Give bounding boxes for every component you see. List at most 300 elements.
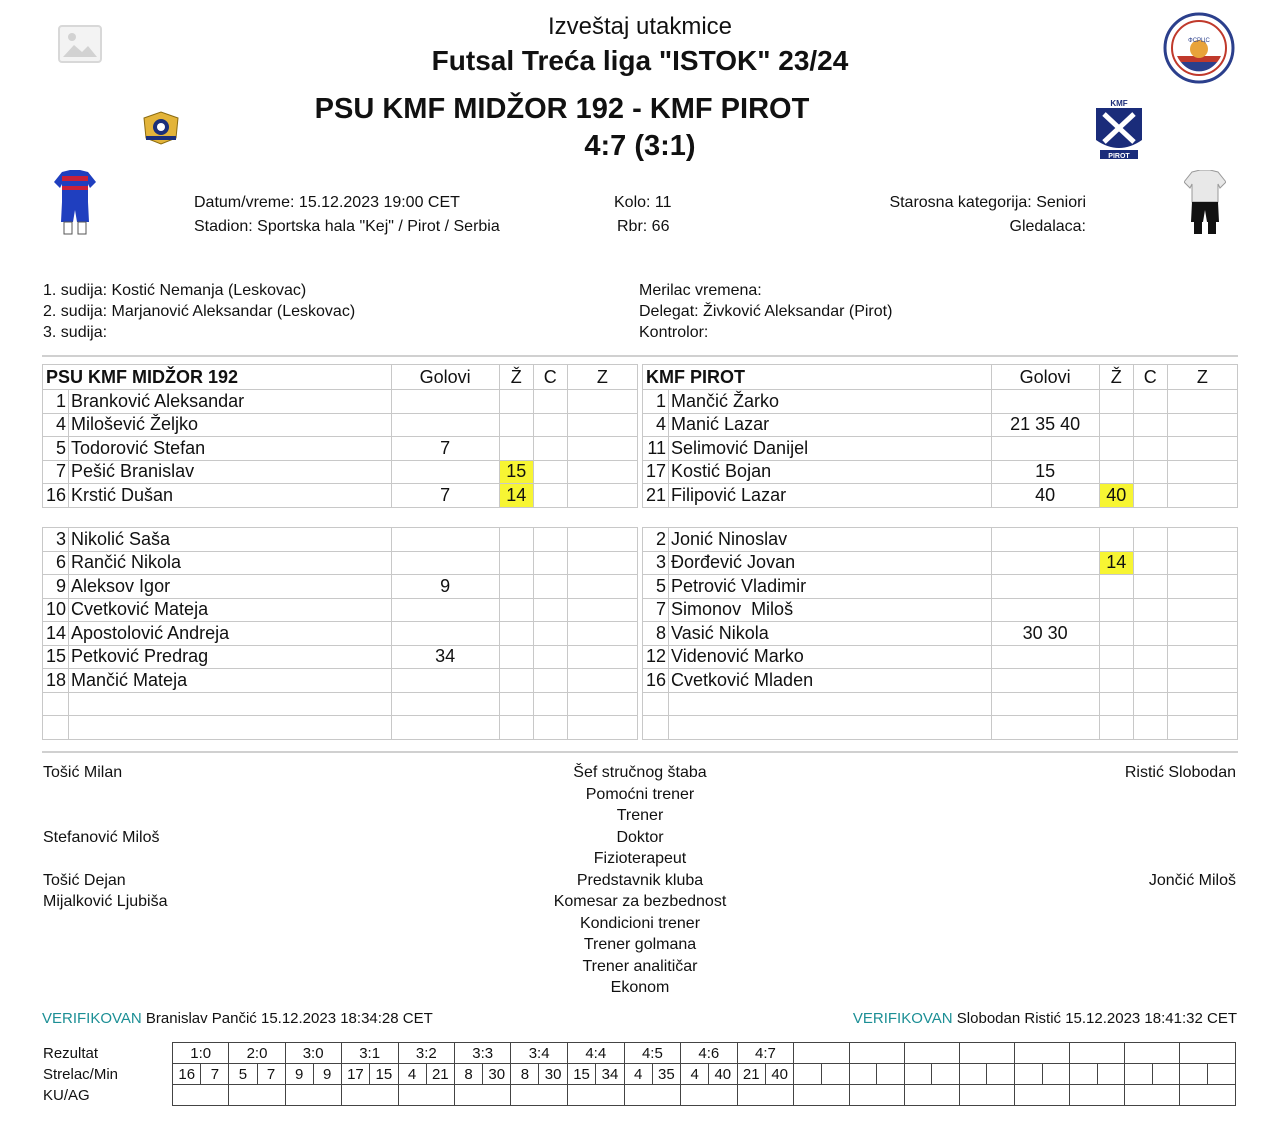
player-red [533, 460, 567, 484]
staff-role: Predstavnik kluba [576, 871, 704, 889]
table-row [643, 716, 1238, 740]
referee-1: 1. sudija: Kostić Nemanja (Leskovac) [43, 282, 307, 299]
staff-role: Doktor [616, 828, 664, 846]
player-red [533, 484, 567, 508]
staff-entry: Tošić Dejan [43, 871, 126, 889]
scorer-cell [1125, 1064, 1153, 1085]
player-sub [567, 390, 637, 414]
player-goals [991, 390, 1099, 414]
player-number: 7 [643, 598, 669, 622]
staff-entry [936, 784, 1236, 806]
scorer-cell: 16 [173, 1064, 201, 1085]
player-number [643, 692, 669, 716]
result-cell [1070, 1043, 1125, 1064]
match-rbr: Rbr: 66 [617, 218, 670, 235]
player-name: Videnović Marko [669, 645, 992, 669]
scorer-cell: 34 [596, 1064, 624, 1085]
player-goals [991, 692, 1099, 716]
staff-entry [43, 784, 343, 806]
result-cell [794, 1043, 849, 1064]
player-sub [567, 551, 637, 575]
staff-entry [43, 805, 343, 827]
player-sub [1167, 575, 1237, 599]
player-name [669, 716, 992, 740]
player-sub [567, 413, 637, 437]
ku-ag-cell [285, 1085, 341, 1106]
player-name: Pešić Branislav [69, 460, 392, 484]
player-goals: 30 30 [991, 622, 1099, 646]
player-yellow [1099, 460, 1133, 484]
ku-ag-cell [904, 1085, 959, 1106]
player-yellow [1099, 528, 1133, 552]
player-goals: 15 [991, 460, 1099, 484]
player-sub [1167, 484, 1237, 508]
controller: Kontrolor: [639, 324, 709, 341]
player-goals [391, 528, 499, 552]
player-number: 1 [43, 390, 69, 414]
table-row [43, 484, 638, 508]
player-name: Petković Predrag [69, 645, 392, 669]
table-row [643, 622, 1238, 646]
player-yellow: 14 [499, 484, 533, 508]
player-sub [567, 645, 637, 669]
player-name: Todorović Stefan [69, 437, 392, 461]
player-name: Rančić Nikola [69, 551, 392, 575]
table-row [43, 669, 638, 693]
player-name: Filipović Lazar [669, 484, 992, 508]
player-yellow: 40 [1099, 484, 1133, 508]
player-goals: 9 [391, 575, 499, 599]
player-number [43, 692, 69, 716]
player-number: 21 [643, 484, 669, 508]
table-row [43, 437, 638, 461]
staff-entry [936, 805, 1236, 827]
scorer-cell: 15 [567, 1064, 595, 1085]
player-sub [1167, 551, 1237, 575]
player-red [1133, 669, 1167, 693]
summary-labels [43, 1043, 118, 1106]
table-row [643, 575, 1238, 599]
table-row [43, 692, 638, 716]
age-category: Starosna kategorija: Seniori [889, 194, 1086, 211]
player-yellow [499, 645, 533, 669]
scorer-cell: 17 [341, 1064, 369, 1085]
staff-entry: Ristić Slobodan [1124, 764, 1236, 781]
player-name: Kostić Bojan [669, 460, 992, 484]
scorer-cell [1042, 1064, 1070, 1085]
sub-header: Z [1167, 365, 1237, 390]
table-row [43, 528, 638, 552]
home-club-logo [140, 110, 182, 146]
referee-3: 3. sudija: [43, 324, 108, 341]
table-row [643, 437, 1238, 461]
player-red [533, 692, 567, 716]
player-number [643, 716, 669, 740]
staff-entry: Mijalković Ljubiša [43, 893, 168, 910]
player-yellow [1099, 645, 1133, 669]
image-placeholder-icon [58, 25, 102, 63]
table-row [43, 390, 638, 414]
player-number [43, 716, 69, 740]
player-red [533, 716, 567, 740]
scorer-cell: 30 [483, 1064, 511, 1085]
player-red [1133, 575, 1167, 599]
result-cell: 2:0 [229, 1043, 285, 1064]
player-red [1133, 437, 1167, 461]
staff-role: Kondicioni trener [579, 914, 701, 932]
player-goals [991, 575, 1099, 599]
goals-header: Golovi [991, 365, 1099, 390]
player-red [533, 528, 567, 552]
staff-role: Trener analitičar [582, 957, 698, 975]
match-round: Kolo: 11 [614, 194, 672, 211]
player-goals [391, 413, 499, 437]
player-number: 3 [43, 528, 69, 552]
player-name [69, 692, 392, 716]
scorer-cell: 21 [737, 1064, 765, 1085]
player-goals [991, 716, 1099, 740]
player-name: Branković Aleksandar [69, 390, 392, 414]
table-row [643, 528, 1238, 552]
player-goals: 40 [991, 484, 1099, 508]
table-row [43, 622, 638, 646]
player-name: Krstić Dušan [69, 484, 392, 508]
scorer-cell [987, 1064, 1015, 1085]
table-row [643, 460, 1238, 484]
table-row [43, 645, 638, 669]
ku-ag-cell [341, 1085, 398, 1106]
player-sub [567, 528, 637, 552]
player-number: 5 [43, 437, 69, 461]
player-sub [1167, 528, 1237, 552]
player-sub [567, 669, 637, 693]
away-club-logo [1090, 98, 1148, 162]
player-sub [567, 484, 637, 508]
table-row [643, 484, 1238, 508]
player-red [1133, 460, 1167, 484]
yellow-header: Ž [499, 365, 533, 390]
player-number: 14 [43, 622, 69, 646]
match-stadium: Stadion: Sportska hala "Kej" / Pirot / Serbia [194, 218, 500, 235]
referee-2: 2. sudija: Marjanović Aleksandar (Leskovac) [43, 303, 356, 320]
player-red [1133, 645, 1167, 669]
scorer-cell: 7 [201, 1064, 229, 1085]
table-row [643, 390, 1238, 414]
table-row [43, 413, 638, 437]
staff-role: Trener [616, 807, 664, 824]
home-team-name: PSU KMF MIDŽOR 192 [43, 365, 392, 390]
staff-entry [936, 848, 1236, 870]
ku-ag-cell [1070, 1085, 1125, 1106]
player-goals [991, 645, 1099, 669]
scorer-cell: 9 [313, 1064, 341, 1085]
result-cell: 4:5 [624, 1043, 680, 1064]
player-goals [991, 437, 1099, 461]
player-number: 2 [643, 528, 669, 552]
result-cell [1180, 1043, 1236, 1064]
result-cell: 4:6 [681, 1043, 737, 1064]
scorer-cell [904, 1064, 932, 1085]
player-goals [991, 528, 1099, 552]
table-row [43, 598, 638, 622]
table-row [643, 413, 1238, 437]
ku-ag-cell [624, 1085, 680, 1106]
player-yellow [499, 437, 533, 461]
player-sub [1167, 598, 1237, 622]
goals-header: Golovi [391, 365, 499, 390]
staff-entry [43, 848, 343, 870]
player-number: 10 [43, 598, 69, 622]
player-number: 17 [643, 460, 669, 484]
player-number: 16 [43, 484, 69, 508]
timekeeper: Merilac vremena: [639, 282, 762, 299]
player-sub [567, 598, 637, 622]
player-red [533, 413, 567, 437]
result-cell: 4:7 [737, 1043, 794, 1064]
player-sub [567, 716, 637, 740]
table-row [43, 575, 638, 599]
player-name: Selimović Danijel [669, 437, 992, 461]
table-row [643, 692, 1238, 716]
staff-role: Komesar za bezbednost [553, 893, 727, 910]
player-name: Milošević Željko [69, 413, 392, 437]
scorer-cell [821, 1064, 849, 1085]
player-goals [391, 390, 499, 414]
ku-ag-cell [681, 1085, 737, 1106]
scorer-row [173, 1064, 1236, 1085]
ku-ag-cell [1125, 1085, 1180, 1106]
result-cell: 3:2 [398, 1043, 454, 1064]
ku-ag-cell [511, 1085, 567, 1106]
player-red [533, 598, 567, 622]
player-number: 6 [43, 551, 69, 575]
player-sub [1167, 622, 1237, 646]
other-officials [639, 280, 892, 343]
player-yellow [1099, 622, 1133, 646]
player-red [1133, 692, 1167, 716]
verified-text: Slobodan Ristić 15.12.2023 18:41:32 CET [956, 1010, 1237, 1027]
player-sub [567, 460, 637, 484]
referees [43, 280, 355, 343]
player-goals [391, 551, 499, 575]
result-cell [904, 1043, 959, 1064]
staff-role: Trener golmana [583, 936, 697, 953]
federation-logo [1163, 12, 1235, 84]
scorer-cell: 8 [455, 1064, 483, 1085]
player-name: Đorđević Jovan [669, 551, 992, 575]
scorer-cell: 4 [624, 1064, 652, 1085]
match-score: 4:7 (3:1) [584, 130, 696, 162]
scorer-cell: 4 [398, 1064, 426, 1085]
result-cell: 3:3 [455, 1043, 511, 1064]
player-name: Cvetković Mateja [69, 598, 392, 622]
player-number: 8 [643, 622, 669, 646]
league-title: Futsal Treća liga "ISTOK" 23/24 [431, 45, 849, 76]
player-number: 4 [643, 413, 669, 437]
scorer-cell: 7 [257, 1064, 285, 1085]
player-red [1133, 390, 1167, 414]
player-yellow [1099, 390, 1133, 414]
scorer-cell [932, 1064, 960, 1085]
sub-header: Z [567, 365, 637, 390]
player-sub [567, 575, 637, 599]
svg-text:ФСРЦС: ФСРЦС [1188, 38, 1210, 44]
player-sub [567, 622, 637, 646]
table-row [643, 645, 1238, 669]
player-red [533, 575, 567, 599]
home-verification [42, 1010, 433, 1027]
result-cell [1125, 1043, 1180, 1064]
player-yellow [499, 622, 533, 646]
yellow-header: Ž [1099, 365, 1133, 390]
player-sub [567, 437, 637, 461]
match-info-left [194, 191, 500, 239]
ku-ag-row [173, 1085, 1236, 1106]
scorer-cell: 9 [285, 1064, 313, 1085]
staff-entry: Tošić Milan [43, 764, 123, 781]
player-yellow [1099, 575, 1133, 599]
attendance: Gledalaca: [1009, 218, 1086, 235]
player-name: Vasić Nikola [669, 622, 992, 646]
player-name [69, 716, 392, 740]
player-sub [1167, 716, 1237, 740]
ku-ag-cell [398, 1085, 454, 1106]
verified-label: VERIFIKOVAN [42, 1010, 142, 1027]
scorer-cell [1152, 1064, 1180, 1085]
player-number: 18 [43, 669, 69, 693]
player-yellow [1099, 598, 1133, 622]
player-yellow [1099, 716, 1133, 740]
player-goals [391, 460, 499, 484]
staff-role: Ekonom [610, 979, 670, 996]
away-verification [850, 1010, 1237, 1027]
table-row [43, 716, 638, 740]
report-title: Izveštaj utakmice [547, 13, 733, 40]
scorer-cell: 40 [765, 1064, 793, 1085]
player-sub [1167, 413, 1237, 437]
scorer-cell: 8 [511, 1064, 539, 1085]
table-row [643, 551, 1238, 575]
player-red [1133, 484, 1167, 508]
home-staff [43, 762, 343, 913]
table-header [643, 365, 1238, 390]
match-info-right [836, 191, 1086, 239]
scorer-cell: 15 [370, 1064, 398, 1085]
player-yellow [1099, 669, 1133, 693]
player-red [533, 669, 567, 693]
player-name: Aleksov Igor [69, 575, 392, 599]
table-header [43, 365, 638, 390]
player-sub [1167, 645, 1237, 669]
away-team-name: KMF PIROT [643, 365, 992, 390]
player-number: 4 [43, 413, 69, 437]
player-sub [1167, 669, 1237, 693]
player-yellow [499, 692, 533, 716]
match-datetime: Datum/vreme: 15.12.2023 19:00 CET [194, 194, 460, 211]
result-cell: 3:1 [341, 1043, 398, 1064]
player-number: 1 [643, 390, 669, 414]
result-cell: 3:0 [285, 1043, 341, 1064]
player-red [1133, 551, 1167, 575]
ku-ag-label: KU/AG [43, 1087, 90, 1104]
staff-entry [936, 827, 1236, 849]
scorer-cell [1070, 1064, 1098, 1085]
player-red [533, 551, 567, 575]
player-number: 5 [643, 575, 669, 599]
player-red [533, 645, 567, 669]
result-label: Rezultat [43, 1045, 99, 1062]
player-number: 9 [43, 575, 69, 599]
scorer-cell: 4 [681, 1064, 709, 1085]
player-goals [991, 551, 1099, 575]
scorer-cell: 35 [652, 1064, 680, 1085]
scorer-cell [1208, 1064, 1236, 1085]
player-goals [391, 598, 499, 622]
result-cell [1015, 1043, 1070, 1064]
scorer-cell [849, 1064, 877, 1085]
player-goals [991, 669, 1099, 693]
divider [42, 355, 1238, 357]
scorer-cell [1015, 1064, 1043, 1085]
ku-ag-cell [794, 1085, 849, 1106]
scorer-label: Strelac/Min [43, 1066, 119, 1083]
player-goals: 7 [391, 484, 499, 508]
scorer-cell [959, 1064, 987, 1085]
player-name: Nikolić Saša [69, 528, 392, 552]
table-row [43, 460, 638, 484]
player-red [1133, 528, 1167, 552]
player-number: 7 [43, 460, 69, 484]
player-goals [391, 622, 499, 646]
table-row [643, 669, 1238, 693]
delegate: Delegat: Živković Aleksandar (Pirot) [639, 303, 893, 320]
home-starters-table [42, 364, 638, 508]
player-yellow [1099, 413, 1133, 437]
player-goals [391, 716, 499, 740]
home-subs-table [42, 527, 638, 740]
player-red [1133, 413, 1167, 437]
score-progression-table [172, 1042, 1236, 1106]
player-red [1133, 622, 1167, 646]
divider [42, 751, 1238, 753]
staff-roles [440, 762, 840, 999]
red-header: C [533, 365, 567, 390]
scorer-cell [1180, 1064, 1208, 1085]
player-name: Manić Lazar [669, 413, 992, 437]
player-yellow [499, 669, 533, 693]
away-starters-table [642, 364, 1238, 508]
away-staff [936, 762, 1236, 891]
staff-role: Pomoćni trener [585, 785, 695, 803]
player-sub [1167, 437, 1237, 461]
player-yellow [499, 716, 533, 740]
home-kit-icon [54, 170, 96, 236]
table-row [643, 598, 1238, 622]
player-goals [391, 669, 499, 693]
staff-entry: Jončić Miloš [1148, 871, 1236, 889]
player-yellow: 14 [1099, 551, 1133, 575]
player-number: 3 [643, 551, 669, 575]
player-name [669, 692, 992, 716]
table-row [43, 551, 638, 575]
player-goals: 34 [391, 645, 499, 669]
scorer-cell: 30 [539, 1064, 567, 1085]
verified-label: VERIFIKOVAN [852, 1010, 953, 1027]
player-yellow [499, 575, 533, 599]
scorer-cell [877, 1064, 905, 1085]
player-yellow [499, 528, 533, 552]
ku-ag-cell [455, 1085, 511, 1106]
